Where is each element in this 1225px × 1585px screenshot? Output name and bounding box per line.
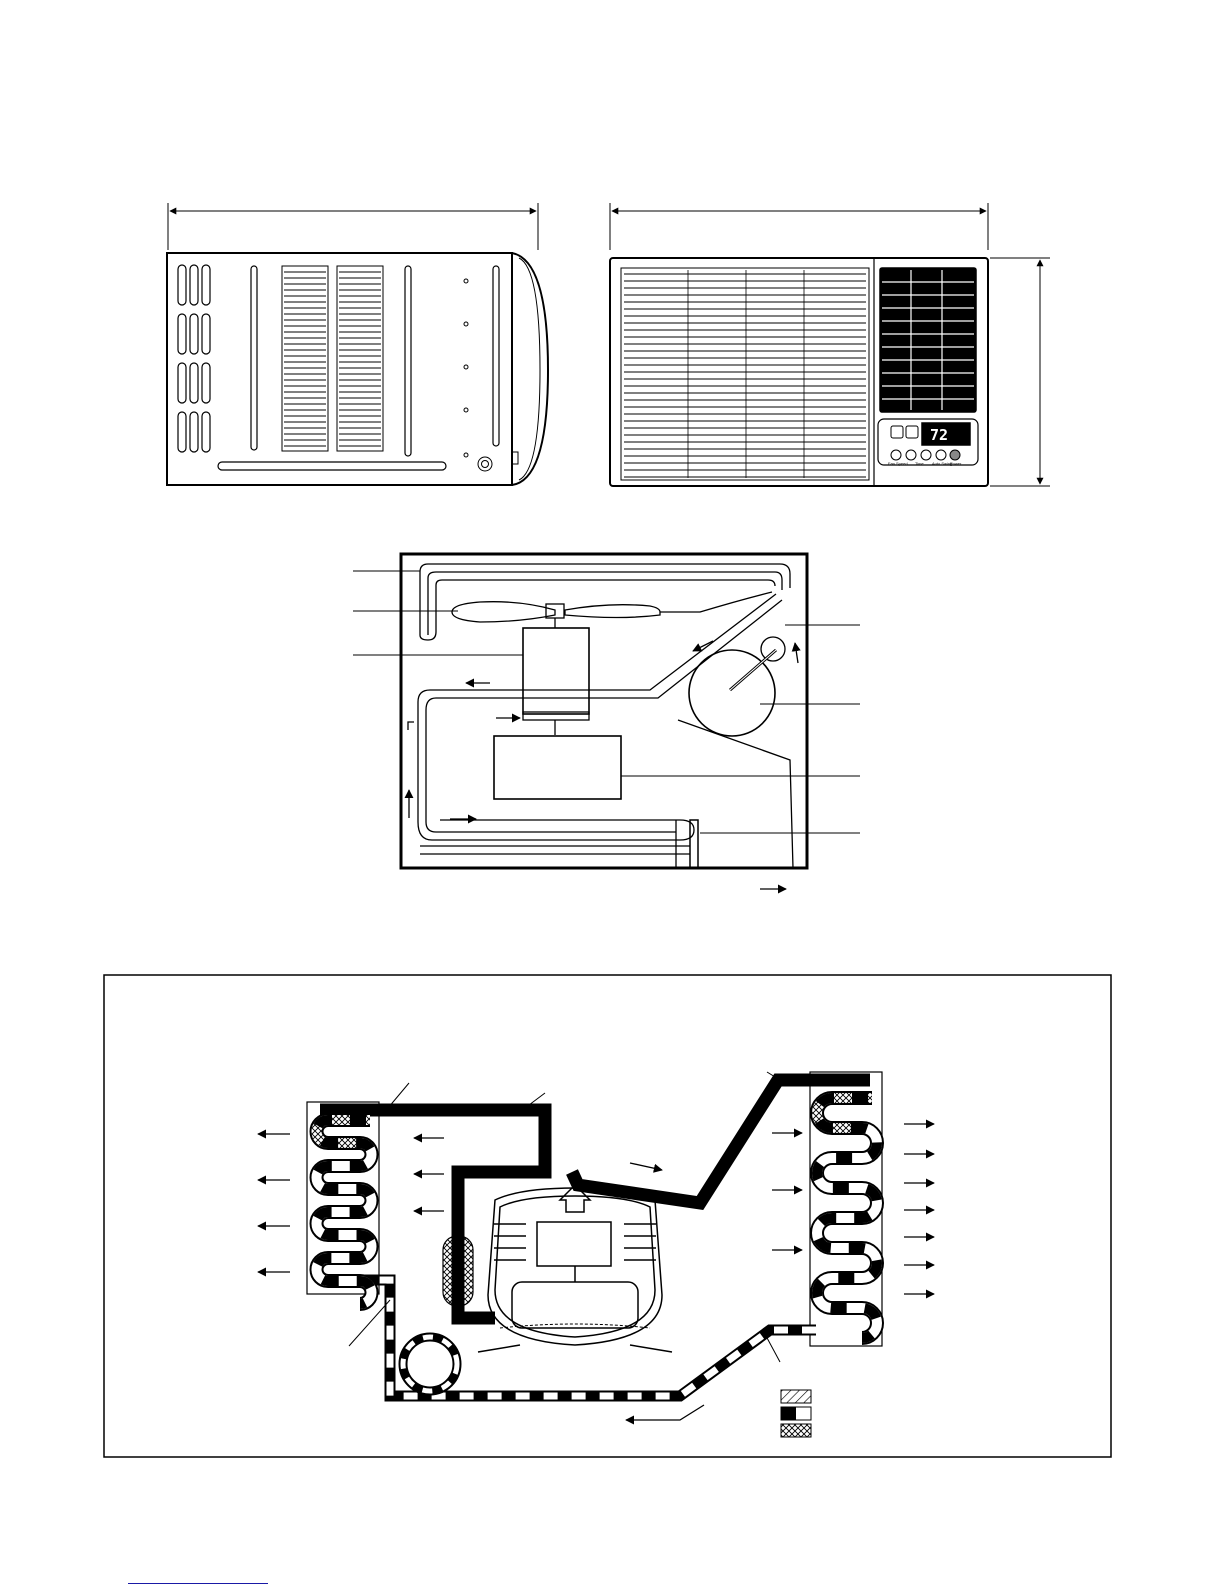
time-label: Time: [915, 461, 924, 466]
condenser-fan: [452, 602, 555, 622]
legend-swatch-hatched: [781, 1390, 811, 1403]
page-footer-rule: [128, 1583, 268, 1584]
cycle-compressor: [478, 1185, 672, 1352]
temperature-display: 72: [930, 426, 949, 444]
power-label: Power: [950, 461, 962, 466]
fan-motor: [523, 628, 589, 714]
legend-swatch-cross-hatched: [781, 1424, 811, 1437]
blower-housing: [494, 736, 621, 799]
fan-speed-label: Fan Speed: [888, 461, 908, 466]
power-button[interactable]: [950, 450, 960, 460]
auto-swing-label: Auto Swing: [932, 461, 953, 466]
side-louvres: [282, 266, 383, 451]
side-view: [167, 203, 548, 485]
control-panel: [878, 419, 978, 465]
front-view: [610, 203, 1050, 486]
legend: [781, 1390, 811, 1437]
refrigeration-cycle: [104, 975, 1111, 1457]
interior-top-view: [353, 554, 860, 889]
